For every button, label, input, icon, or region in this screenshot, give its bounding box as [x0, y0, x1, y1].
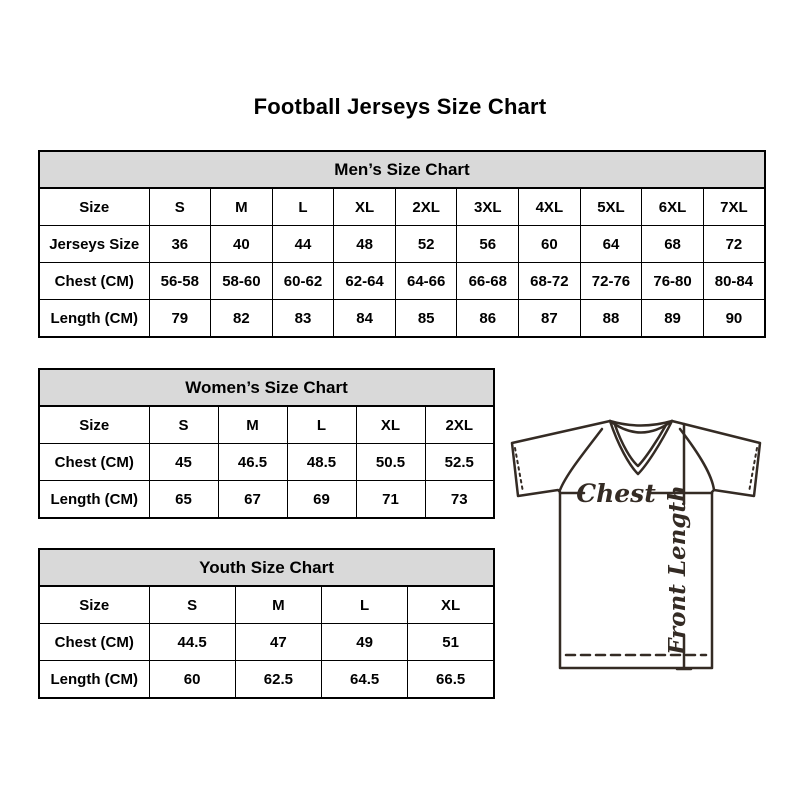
size-value-cell: S [149, 406, 218, 444]
size-value-cell: 64-66 [395, 263, 457, 300]
size-value-cell: 52.5 [425, 444, 494, 481]
womens-header-row [39, 369, 494, 406]
row-label-cell: Chest (CM) [39, 444, 149, 481]
size-value-cell: 66-68 [457, 263, 519, 300]
size-value-cell: 3XL [457, 188, 519, 226]
row-label-cell: Jerseys Size [39, 226, 149, 263]
table-row [39, 444, 494, 481]
size-value-cell: 64.5 [322, 661, 408, 699]
size-value-cell: 56-58 [149, 263, 211, 300]
size-value-cell: 49 [322, 624, 408, 661]
size-value-cell: 4XL [519, 188, 581, 226]
size-value-cell: 62-64 [334, 263, 396, 300]
table-row [39, 226, 765, 263]
size-value-cell: 72 [703, 226, 765, 263]
size-value-cell: 46.5 [218, 444, 287, 481]
size-value-cell: 60-62 [272, 263, 334, 300]
table-row [39, 586, 494, 624]
size-value-cell: 68 [642, 226, 704, 263]
size-value-cell: 60 [519, 226, 581, 263]
size-value-cell: XL [408, 586, 494, 624]
size-value-cell: 51 [408, 624, 494, 661]
size-value-cell: 58-60 [211, 263, 273, 300]
size-value-cell: 44 [272, 226, 334, 263]
size-value-cell: 84 [334, 300, 396, 338]
size-value-cell: 88 [580, 300, 642, 338]
size-value-cell: M [218, 406, 287, 444]
size-value-cell: 47 [235, 624, 321, 661]
size-value-cell: 52 [395, 226, 457, 263]
size-value-cell: 40 [211, 226, 273, 263]
size-value-cell: 66.5 [408, 661, 494, 699]
table-row [39, 263, 765, 300]
youth-header-row [39, 549, 494, 586]
size-value-cell: 44.5 [149, 624, 235, 661]
table-row [39, 300, 765, 338]
size-value-cell: 48 [334, 226, 396, 263]
size-value-cell: 87 [519, 300, 581, 338]
mens-size-table [38, 150, 766, 338]
size-value-cell: L [322, 586, 408, 624]
size-value-cell: 60 [149, 661, 235, 699]
row-label-cell: Size [39, 188, 149, 226]
size-value-cell: 67 [218, 481, 287, 519]
size-value-cell: 86 [457, 300, 519, 338]
size-value-cell: 76-80 [642, 263, 704, 300]
size-value-cell: 7XL [703, 188, 765, 226]
size-value-cell: S [149, 586, 235, 624]
jersey-measurement-diagram [498, 403, 778, 693]
row-label-cell: Size [39, 586, 149, 624]
womens-table-title: Women’s Size Chart [39, 369, 494, 406]
size-value-cell: 50.5 [356, 444, 425, 481]
size-value-cell: 71 [356, 481, 425, 519]
size-value-cell: 48.5 [287, 444, 356, 481]
size-value-cell: S [149, 188, 211, 226]
womens-size-table [38, 368, 495, 519]
size-value-cell: 5XL [580, 188, 642, 226]
size-value-cell: XL [356, 406, 425, 444]
size-value-cell: 90 [703, 300, 765, 338]
size-value-cell: 89 [642, 300, 704, 338]
table-row [39, 406, 494, 444]
size-value-cell: 73 [425, 481, 494, 519]
size-value-cell: 64 [580, 226, 642, 263]
table-row [39, 481, 494, 519]
size-value-cell: 69 [287, 481, 356, 519]
youth-table-title: Youth Size Chart [39, 549, 494, 586]
size-value-cell: 79 [149, 300, 211, 338]
size-value-cell: 2XL [425, 406, 494, 444]
mens-table-title: Men’s Size Chart [39, 151, 765, 188]
table-row [39, 661, 494, 699]
size-value-cell: 72-76 [580, 263, 642, 300]
chest-label: Chest [576, 479, 656, 508]
size-value-cell: 56 [457, 226, 519, 263]
collar-back-arc [610, 421, 672, 426]
size-value-cell: XL [334, 188, 396, 226]
row-label-cell: Length (CM) [39, 661, 149, 699]
size-value-cell: 6XL [642, 188, 704, 226]
front-length-label: Front Length [664, 485, 691, 655]
row-label-cell: Size [39, 406, 149, 444]
size-value-cell: L [272, 188, 334, 226]
size-value-cell: 2XL [395, 188, 457, 226]
size-value-cell: 62.5 [235, 661, 321, 699]
size-value-cell: 36 [149, 226, 211, 263]
table-row [39, 188, 765, 226]
mens-header-row [39, 151, 765, 188]
size-value-cell: M [211, 188, 273, 226]
table-row [39, 624, 494, 661]
size-value-cell: 45 [149, 444, 218, 481]
row-label-cell: Length (CM) [39, 481, 149, 519]
row-label-cell: Chest (CM) [39, 263, 149, 300]
size-value-cell: 82 [211, 300, 273, 338]
size-value-cell: 83 [272, 300, 334, 338]
size-value-cell: 80-84 [703, 263, 765, 300]
size-value-cell: 65 [149, 481, 218, 519]
size-value-cell: 68-72 [519, 263, 581, 300]
row-label-cell: Length (CM) [39, 300, 149, 338]
row-label-cell: Chest (CM) [39, 624, 149, 661]
jersey-outline [512, 421, 760, 668]
page-title: Football Jerseys Size Chart [253, 94, 547, 119]
size-value-cell: 85 [395, 300, 457, 338]
youth-size-table [38, 548, 495, 699]
size-value-cell: L [287, 406, 356, 444]
size-value-cell: M [235, 586, 321, 624]
